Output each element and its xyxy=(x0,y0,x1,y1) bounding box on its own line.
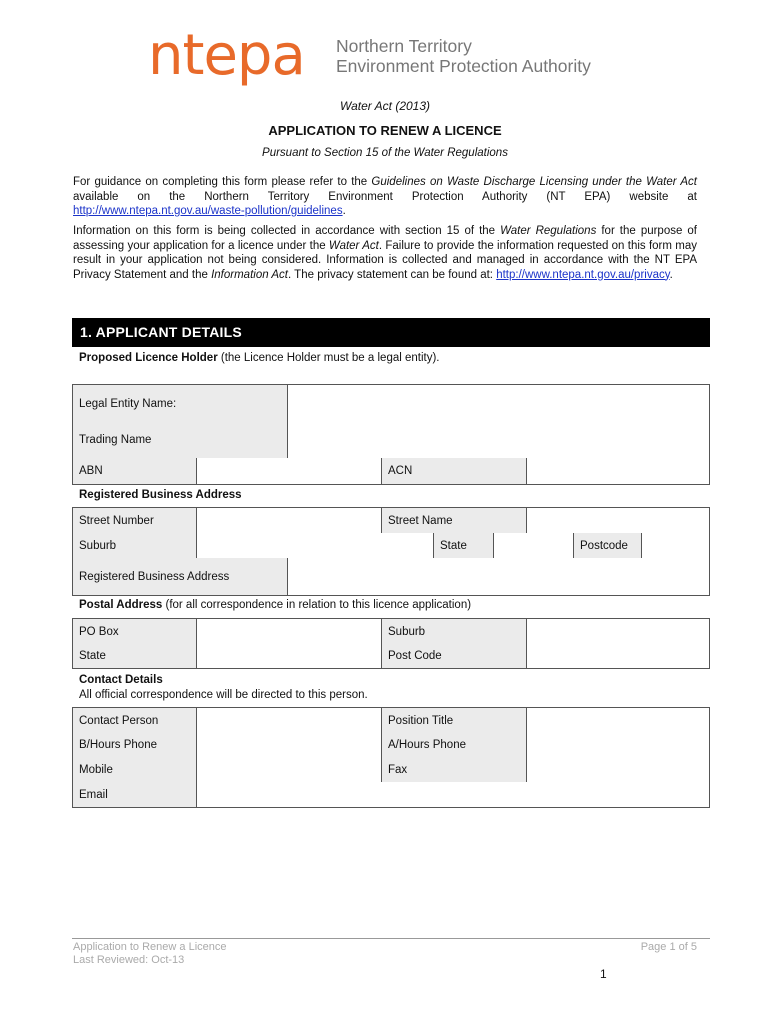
logo-text xyxy=(336,36,636,76)
suburb-state-postcode-row xyxy=(72,533,710,559)
postal-state-label: State xyxy=(73,643,197,668)
privacy-link[interactable]: http://www.ntepa.nt.gov.au/privacy xyxy=(496,268,670,281)
state-input[interactable] xyxy=(494,533,574,558)
street-number-label: Street Number xyxy=(73,508,197,534)
suburb-label: Suburb xyxy=(73,533,197,558)
proposed-licence-holder-label: Proposed Licence Holder (the Licence Holder must be a legal entity). xyxy=(79,352,440,364)
phone-row xyxy=(72,732,710,758)
privacy-paragraph: Information on this form is being collected in accordance with section 15 of the Water Regulations for the purpose of assessing your application for a licence under the Water Act. Failure to provide the information requested on this form may result in your application not being considered. Information is collected and managed in accordance with the NT EPA Privacy Statement and the Information Act. The privacy statement can be found at: http://www.ntepa.nt.gov.au/privacy. xyxy=(73,225,697,281)
contact-person-input[interactable] xyxy=(197,708,382,733)
mobile-label: Mobile xyxy=(73,757,197,782)
page-title: APPLICATION TO RENEW A LICENCE xyxy=(268,123,502,138)
registered-address-heading: Registered Business Address xyxy=(79,489,242,501)
logo-line-2: Environment Protection Authority xyxy=(336,56,591,76)
email-row xyxy=(72,782,710,808)
bh-phone-label: B/Hours Phone xyxy=(73,732,197,757)
trading-name-label: Trading Name xyxy=(73,421,288,458)
email-input[interactable] xyxy=(197,782,709,807)
abn-label: ABN xyxy=(73,458,197,484)
contact-person-row xyxy=(72,707,710,734)
bh-phone-input[interactable] xyxy=(197,732,382,757)
footer-divider xyxy=(72,938,710,939)
position-title-label: Position Title xyxy=(382,708,527,733)
page-number: 1 xyxy=(600,967,607,981)
registered-business-address-input[interactable] xyxy=(288,558,709,595)
trading-name-row xyxy=(72,421,710,459)
registered-business-address-row xyxy=(72,558,710,596)
postal-suburb-label: Suburb xyxy=(382,619,527,644)
registered-business-address-label: Registered Business Address xyxy=(73,558,288,595)
footer-doc-name: Application to Renew a Licence xyxy=(73,941,227,953)
legal-entity-row xyxy=(72,384,710,423)
section-heading-applicant-details: 1. APPLICANT DETAILS xyxy=(72,318,710,347)
legal-entity-name-input[interactable] xyxy=(288,385,709,422)
street-name-label: Street Name xyxy=(382,508,527,534)
acn-label: ACN xyxy=(382,458,527,484)
acn-input[interactable] xyxy=(527,458,709,484)
suburb-input[interactable] xyxy=(197,533,434,558)
street-number-input[interactable] xyxy=(197,508,382,534)
po-box-input[interactable] xyxy=(197,619,382,644)
page-subtitle: Pursuant to Section 15 of the Water Regulations xyxy=(262,147,508,159)
postcode-label: Postcode xyxy=(574,533,642,558)
contact-details-note: All official correspondence will be directed to this person. xyxy=(79,689,368,701)
trading-name-input[interactable] xyxy=(288,421,709,458)
street-row xyxy=(72,507,710,535)
post-code-input[interactable] xyxy=(527,643,709,668)
footer-doc-info xyxy=(73,941,226,967)
contact-person-label: Contact Person xyxy=(73,708,197,733)
po-box-row xyxy=(72,618,710,645)
postal-state-input[interactable] xyxy=(197,643,382,668)
fax-label: Fax xyxy=(382,757,527,782)
fax-input[interactable] xyxy=(527,757,709,782)
email-label: Email xyxy=(73,782,197,807)
logo-line-1: Northern Territory xyxy=(336,36,472,56)
act-reference: Water Act (2013) xyxy=(339,99,431,113)
ah-phone-label: A/Hours Phone xyxy=(382,732,527,757)
post-code-label: Post Code xyxy=(382,643,527,668)
position-title-input[interactable] xyxy=(527,708,709,733)
po-box-label: PO Box xyxy=(73,619,197,644)
guidelines-link[interactable]: http://www.ntepa.nt.gov.au/waste-pollution/guidelines xyxy=(73,205,343,217)
abn-acn-row xyxy=(72,458,710,485)
state-label: State xyxy=(434,533,494,558)
guidance-paragraph: For guidance on completing this form please refer to the Guidelines on Waste Discharge Licensing under the Water Act available on the Northern Territory Environment Protection Authority (NT EPA) website at http://www.ntepa.nt.gov.au/waste-pollution/guidelines. xyxy=(73,176,697,217)
mobile-input[interactable] xyxy=(197,757,382,782)
postal-address-heading: Postal Address (for all correspondence in relation to this licence application) xyxy=(79,599,472,611)
footer-page-of: Page 1 of 5 xyxy=(640,941,697,953)
logo-mark: ntepa xyxy=(148,23,305,88)
postal-state-row xyxy=(72,643,710,669)
footer-reviewed: Last Reviewed: Oct-13 xyxy=(73,954,185,966)
abn-input[interactable] xyxy=(197,458,382,484)
postal-suburb-input[interactable] xyxy=(527,619,709,644)
street-name-input[interactable] xyxy=(527,508,709,534)
mobile-fax-row xyxy=(72,757,710,783)
contact-details-heading: Contact Details xyxy=(79,674,163,686)
ah-phone-input[interactable] xyxy=(527,732,709,757)
postcode-input[interactable] xyxy=(642,533,709,558)
legal-entity-name-label: Legal Entity Name: xyxy=(73,385,288,422)
